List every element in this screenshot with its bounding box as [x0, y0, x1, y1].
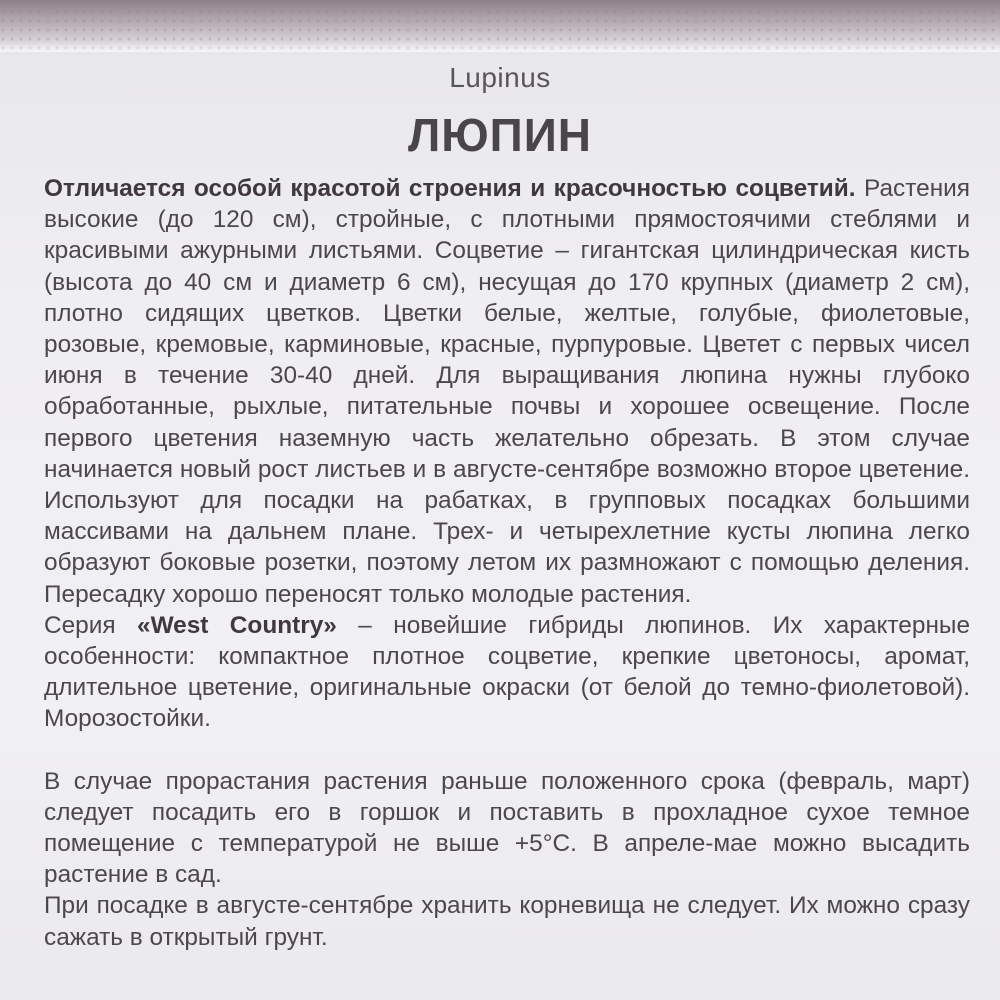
description-lead: Отличается особой красотой строения и красочностью соцветий. [44, 175, 856, 202]
description-paragraph [44, 173, 970, 610]
packet-fold [0, 42, 1000, 52]
series-paragraph [44, 610, 970, 735]
late-planting-note: При посадке в августе-сентябре хранить корневища не следует. Их можно сразу сажать в открытый грунт. [44, 892, 970, 951]
early-sprouting-note: В случае прорастания растения раньше положенного срока (февраль, март) следует посадить его в горшок и поставить в прохладное сухое темное помещение с температурой не выше +5°С. В апреле-мае можно высадить растение в сад. [44, 767, 970, 889]
series-text: – новейшие гибриды люпинов. Их характерные особенности: компактное плотное соцветие, крепкие цветоносы, аромат, длительное цветение, оригинальные окраски (от белой до темно-фиолетовой). Морозостойки. [44, 611, 971, 733]
latin-name: Lupinus [449, 62, 551, 93]
series-prefix: Серия [44, 611, 137, 639]
paragraph-gap [44, 735, 970, 766]
description-body: Растения высокие (до 120 см), стройные, с плотными прямостоячими стеблями и красивыми ажурными листьями. Соцветие – гигантская цилиндрическая кисть (высота до 40 см и диаметр 6 см), несущая до 170 крупных (диаметр 2 см), плотно сидящих цветков. Цветки белые, желтые, голубые, фиолетовые, розовые, кремовые, карминовые, красные, пурпуровые. Цветет с первых чисел июня в течение 30-40 дней. Для выращивания люпина нужны глубоко обработанные, рыхлые, питательные почвы и хорошее освещение. После первого цветения наземную часть желательно обрезать. В этом случае начинается новый рост листьев и в августе-сентябре возможно второе цветение. Используют для посадки на рабатках, в групповых посадках большими массивами на дальнем плане. Трех- и четырехлетние кусты люпина легко образуют боковые розетки, поэтому летом их размножают с помощью деления. Пересадку хорошо переносят только молодые растения. [44, 175, 970, 608]
description-text [44, 173, 970, 953]
page-title: ЛЮПИН [407, 109, 593, 161]
series-name: «West Country» [137, 611, 337, 639]
packet-top-strip [0, 0, 1000, 52]
